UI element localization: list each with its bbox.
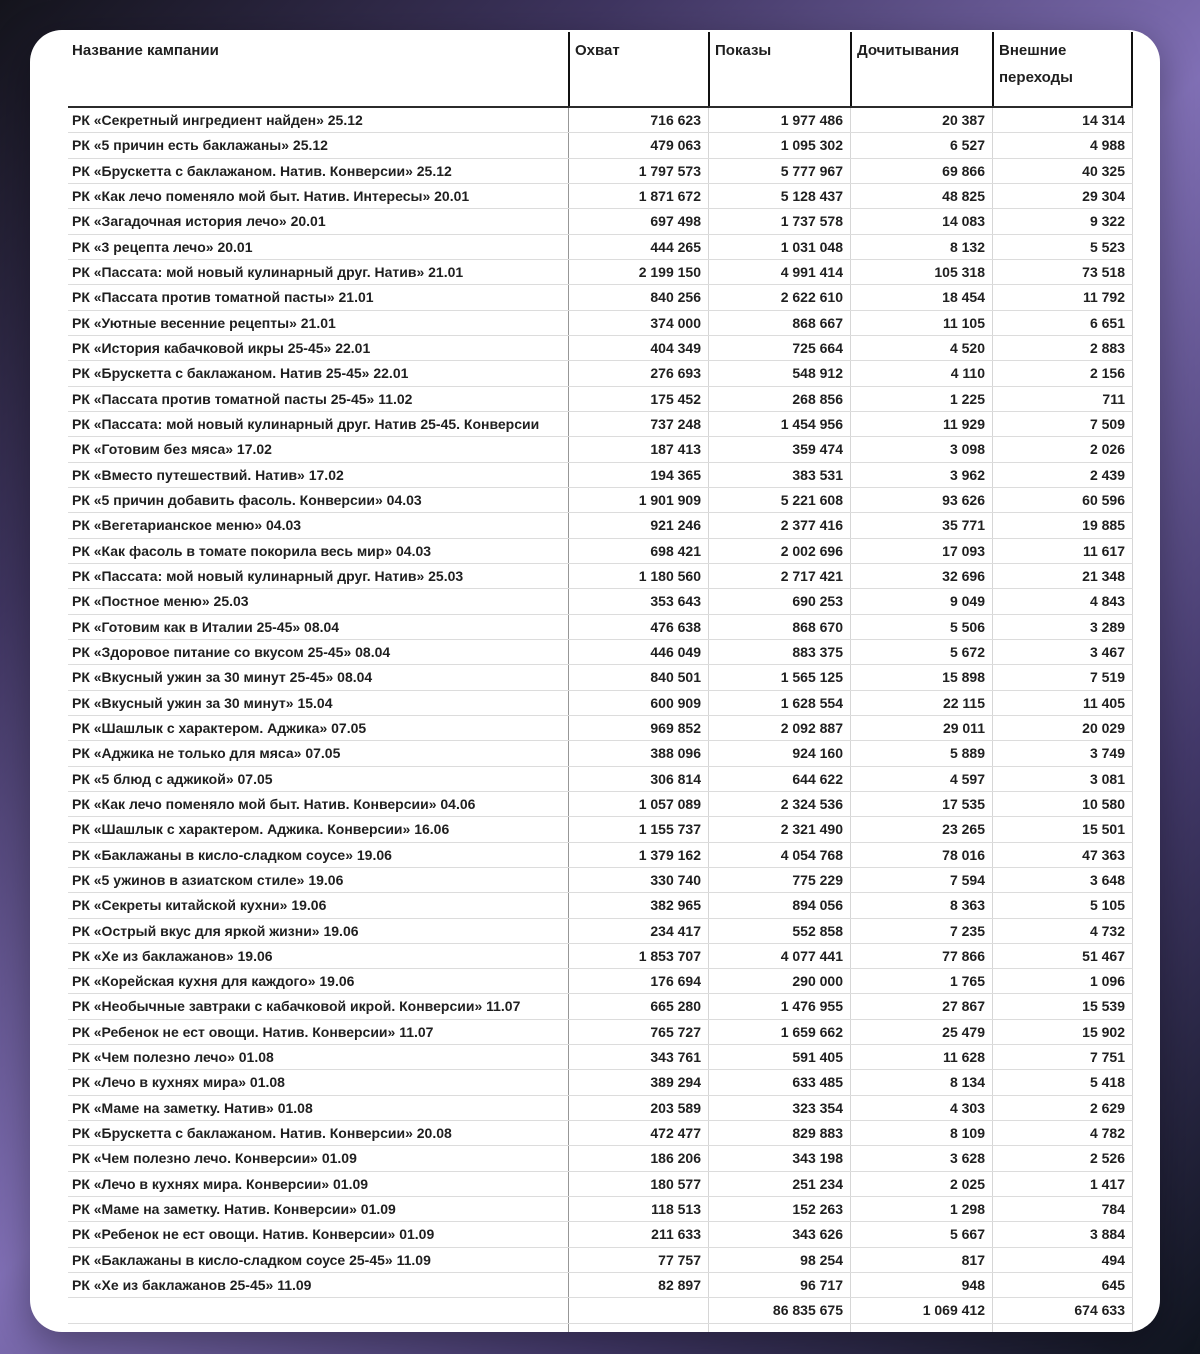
table-row [68, 716, 1133, 741]
cell-reach[interactable]: 600 909 [568, 691, 708, 715]
cell-campaign-name[interactable]: РК «Вместо путешествий. Натив» 17.02 [72, 466, 344, 483]
cell-reach[interactable]: 840 501 [568, 665, 708, 689]
table-row [68, 868, 1133, 893]
cell-campaign-name[interactable]: РК «Готовим без мяса» 17.02 [72, 441, 272, 458]
cell-reads[interactable]: 32 696 [850, 564, 992, 588]
cell-reach[interactable]: 697 498 [568, 209, 708, 233]
cell-impressions[interactable]: 829 883 [708, 1121, 850, 1145]
cell-impressions[interactable]: 894 056 [708, 893, 850, 917]
cell-campaign-name[interactable]: РК «Лечо в кухнях мира» 01.08 [72, 1074, 285, 1091]
cell-campaign-name[interactable]: РК «5 причин добавить фасоль. Конверсии» 04.03 [72, 491, 422, 508]
table-row [68, 539, 1133, 564]
table-row [68, 1197, 1133, 1222]
cell-campaign-name[interactable]: РК «Секретный ингредиент найден» 25.12 [72, 112, 363, 128]
table-row [68, 792, 1133, 817]
table-row [68, 108, 1133, 133]
table-row [68, 336, 1133, 361]
table-row [68, 463, 1133, 488]
spreadsheet-card [30, 30, 1160, 1332]
cell-impressions[interactable]: 2 092 887 [708, 716, 850, 740]
cell-external-clicks[interactable]: 4 782 [992, 1121, 1133, 1145]
cell-reach[interactable]: 2 199 150 [568, 260, 708, 284]
cell-campaign-name[interactable]: РК «Пассата: мой новый кулинарный друг. Натив» 25.03 [72, 567, 464, 584]
cell-campaign-name[interactable]: РК «Корейская кухня для каждого» 19.06 [72, 973, 355, 990]
cell-external-clicks[interactable]: 11 792 [992, 285, 1133, 309]
cell-impressions[interactable]: 775 229 [708, 868, 850, 892]
table-row [68, 843, 1133, 868]
cell-reads[interactable]: 20 387 [850, 108, 992, 132]
cell-reach[interactable]: 389 294 [568, 1070, 708, 1094]
cell-impressions[interactable]: 1 476 955 [708, 994, 850, 1018]
cell-reads[interactable]: 8 363 [850, 893, 992, 917]
cell-reach[interactable]: 840 256 [568, 285, 708, 309]
table-row [68, 361, 1133, 386]
cell-reach[interactable]: 211 633 [568, 1222, 708, 1246]
table-row [68, 1222, 1133, 1247]
cell-reads[interactable]: 35 771 [850, 513, 992, 537]
cell-campaign-name[interactable]: РК «Маме на заметку. Натив. Конверсии» 01.09 [72, 1201, 396, 1218]
cell-reads[interactable]: 5 672 [850, 640, 992, 664]
cell-impressions[interactable]: 591 405 [708, 1045, 850, 1069]
table-row [68, 285, 1133, 310]
column-header-impressions[interactable]: Показы [708, 32, 850, 106]
cell-campaign-name[interactable]: РК «Пассата: мой новый кулинарный друг. Натив 25-45. Конверсии [72, 415, 540, 432]
cell-external-clicks[interactable]: 15 501 [992, 817, 1133, 841]
cell-campaign-name[interactable]: РК «Здоровое питание со вкусом 25-45» 08.04 [72, 643, 391, 660]
cell-reach[interactable]: 187 413 [568, 437, 708, 461]
cell-reach[interactable]: 716 623 [568, 108, 708, 132]
cell-reach[interactable]: 404 349 [568, 336, 708, 360]
cell-reads[interactable]: 7 235 [850, 919, 992, 943]
campaign-stats-table [68, 32, 1133, 1332]
cell-impressions[interactable]: 4 077 441 [708, 944, 850, 968]
cell-reach[interactable]: 82 897 [568, 1273, 708, 1297]
cell-reach[interactable]: 1 871 672 [568, 184, 708, 208]
table-row [68, 589, 1133, 614]
cell-reads[interactable]: 3 962 [850, 463, 992, 487]
cell-impressions[interactable]: 644 622 [708, 767, 850, 791]
cell-reach[interactable]: 343 761 [568, 1045, 708, 1069]
cell-reach[interactable]: 1 057 089 [568, 792, 708, 816]
cell-total-reads[interactable]: 1 069 412 [850, 1298, 992, 1322]
cell-external-clicks[interactable]: 47 363 [992, 843, 1133, 867]
cell-reach[interactable]: 737 248 [568, 412, 708, 436]
cell-impressions[interactable]: 2 377 416 [708, 513, 850, 537]
cell-impressions[interactable]: 1 565 125 [708, 665, 850, 689]
column-header-external-clicks[interactable]: Внешние переходы [992, 32, 1133, 106]
table-row [68, 387, 1133, 412]
table-row [68, 665, 1133, 690]
cell-campaign-name[interactable]: РК «Ребенок не ест овощи. Натив. Конверсии» 11.07 [72, 1023, 434, 1040]
cell-campaign-name[interactable]: РК «5 блюд с аджикой» 07.05 [72, 770, 273, 787]
table-row [68, 159, 1133, 184]
cell-reach[interactable]: 194 365 [568, 463, 708, 487]
cell-external-clicks[interactable]: 29 304 [992, 184, 1133, 208]
cell-reach[interactable]: 1 155 737 [568, 817, 708, 841]
cell-external-clicks[interactable]: 2 883 [992, 336, 1133, 360]
cell-external-clicks[interactable]: 5 523 [992, 235, 1133, 259]
cell-reach[interactable]: 1 797 573 [568, 159, 708, 183]
cell-reads[interactable]: 1 225 [850, 387, 992, 411]
table-body [68, 108, 1133, 1298]
cell-reads[interactable]: 817 [850, 1248, 992, 1272]
cell-reads[interactable]: 11 105 [850, 311, 992, 335]
cell-campaign-name[interactable]: РК «Пассата: мой новый кулинарный друг. Натив» 21.01 [72, 263, 464, 280]
cell-external-clicks[interactable]: 2 526 [992, 1146, 1133, 1170]
table-row [68, 640, 1133, 665]
cell-campaign-name[interactable]: РК «Загадочная история лечо» 20.01 [72, 213, 326, 230]
cell-campaign-name[interactable]: РК «Чем полезно лечо. Конверсии» 01.09 [72, 1150, 357, 1167]
cell-total-impressions[interactable]: 86 835 675 [708, 1298, 850, 1322]
table-header-row [68, 32, 1133, 108]
table-row [68, 1020, 1133, 1045]
cell-reads[interactable]: 15 898 [850, 665, 992, 689]
cell-campaign-name[interactable]: РК «Аджика не только для мяса» 07.05 [72, 745, 341, 762]
cell-reads[interactable]: 4 110 [850, 361, 992, 385]
cell-impressions[interactable]: 1 454 956 [708, 412, 850, 436]
cell-reach[interactable]: 234 417 [568, 919, 708, 943]
cell-impressions[interactable]: 883 375 [708, 640, 850, 664]
cell-campaign-name[interactable]: РК «Брускетта с баклажаном. Натив. Конверсии» 25.12 [72, 162, 452, 179]
cell-campaign-name[interactable]: РК «Брускетта с баклажаном. Натив. Конверсии» 20.08 [72, 1125, 452, 1142]
cell-reads[interactable]: 4 597 [850, 767, 992, 791]
cell-external-clicks[interactable]: 711 [992, 387, 1133, 411]
table-row [68, 1146, 1133, 1171]
table-row [68, 209, 1133, 234]
column-header-reads[interactable]: Дочитывания [850, 32, 992, 106]
table-row [68, 311, 1133, 336]
cell-reads[interactable]: 29 011 [850, 716, 992, 740]
cell-campaign-name[interactable]: РК «5 причин есть баклажаны» 25.12 [72, 137, 328, 154]
table-row [68, 994, 1133, 1019]
cell-reach[interactable]: 472 477 [568, 1121, 708, 1145]
cell-reach[interactable]: 479 063 [568, 133, 708, 157]
cell-impressions[interactable]: 98 254 [708, 1248, 850, 1272]
column-header-reach[interactable]: Охват [568, 32, 708, 106]
cell-reads[interactable]: 7 594 [850, 868, 992, 892]
cell-reads[interactable]: 5 667 [850, 1222, 992, 1246]
cell-reads[interactable]: 78 016 [850, 843, 992, 867]
cell-external-clicks[interactable]: 20 029 [992, 716, 1133, 740]
cell-impressions[interactable]: 290 000 [708, 969, 850, 993]
cell-external-clicks[interactable]: 4 732 [992, 919, 1133, 943]
cell-impressions[interactable]: 552 858 [708, 919, 850, 943]
cell-external-clicks[interactable]: 784 [992, 1197, 1133, 1221]
cell-reach[interactable]: 444 265 [568, 235, 708, 259]
cell-reach[interactable]: 382 965 [568, 893, 708, 917]
cell-external-clicks[interactable]: 7 519 [992, 665, 1133, 689]
cell-impressions[interactable]: 359 474 [708, 437, 850, 461]
cell-campaign-name[interactable]: РК «Брускетта с баклажаном. Натив 25-45» 22.01 [72, 365, 409, 382]
cell-external-clicks[interactable]: 11 405 [992, 691, 1133, 715]
table-row [68, 691, 1133, 716]
cell-external-clicks[interactable]: 14 314 [992, 108, 1133, 132]
cell-campaign-name[interactable]: РК «3 рецепта лечо» 20.01 [72, 238, 253, 255]
cell-campaign-name[interactable]: РК «Как фасоль в томате покорила весь мир» 04.03 [72, 542, 432, 559]
cell-campaign-name[interactable]: РК «Необычные завтраки с кабачковой икрой. Конверсии» 11.07 [72, 998, 521, 1015]
cell-impressions[interactable]: 2 002 696 [708, 539, 850, 563]
cell-impressions[interactable]: 343 198 [708, 1146, 850, 1170]
cell-impressions[interactable]: 868 670 [708, 615, 850, 639]
cell-campaign-name[interactable]: РК «Вкусный ужин за 30 минут 25-45» 08.04 [72, 669, 373, 686]
cell-reach[interactable]: 665 280 [568, 994, 708, 1018]
cell-external-clicks[interactable]: 3 749 [992, 741, 1133, 765]
cell-external-clicks[interactable]: 51 467 [992, 944, 1133, 968]
cell-reach[interactable]: 118 513 [568, 1197, 708, 1221]
cell-reads[interactable]: 105 318 [850, 260, 992, 284]
totals-row [68, 1298, 1133, 1323]
cell-reach[interactable]: 186 206 [568, 1146, 708, 1170]
cell-impressions[interactable]: 2 324 536 [708, 792, 850, 816]
cell-reach[interactable]: 921 246 [568, 513, 708, 537]
cell-campaign-name[interactable]: РК «Готовим как в Италии 25-45» 08.04 [72, 618, 340, 635]
table-row [68, 767, 1133, 792]
cell-external-clicks[interactable]: 11 617 [992, 539, 1133, 563]
cell-reads[interactable]: 5 889 [850, 741, 992, 765]
table-row [68, 564, 1133, 589]
cell-campaign-name[interactable]: РК «Уютные весенние рецепты» 21.01 [72, 314, 336, 331]
cell-external-clicks[interactable]: 3 289 [992, 615, 1133, 639]
cell-external-clicks[interactable]: 6 651 [992, 311, 1133, 335]
cell-reach[interactable]: 180 577 [568, 1172, 708, 1196]
cell-total-reach[interactable] [568, 1298, 708, 1322]
cell-external-clicks[interactable]: 5 418 [992, 1070, 1133, 1094]
cell-external-clicks[interactable]: 3 467 [992, 640, 1133, 664]
cell-reach[interactable]: 203 589 [568, 1096, 708, 1120]
cell-impressions[interactable]: 383 531 [708, 463, 850, 487]
cell-external-clicks[interactable]: 9 322 [992, 209, 1133, 233]
cell-reach[interactable]: 1 901 909 [568, 488, 708, 512]
table-row [68, 133, 1133, 158]
cell-reach[interactable]: 1 853 707 [568, 944, 708, 968]
cell-reach[interactable]: 1 180 560 [568, 564, 708, 588]
cell-impressions[interactable]: 268 856 [708, 387, 850, 411]
cell-impressions[interactable]: 868 667 [708, 311, 850, 335]
table-row [68, 437, 1133, 462]
cell-external-clicks[interactable]: 15 902 [992, 1020, 1133, 1044]
cell-reads[interactable]: 25 479 [850, 1020, 992, 1044]
table-row [68, 817, 1133, 842]
cell-campaign-name[interactable]: РК «Хе из баклажанов 25-45» 11.09 [72, 1277, 312, 1294]
cell-reads[interactable]: 6 527 [850, 133, 992, 157]
cell-external-clicks[interactable]: 3 648 [992, 868, 1133, 892]
cell-reach[interactable]: 1 379 162 [568, 843, 708, 867]
cell-reads[interactable]: 2 025 [850, 1172, 992, 1196]
cell-external-clicks[interactable]: 1 096 [992, 969, 1133, 993]
cell-external-clicks[interactable]: 7 751 [992, 1045, 1133, 1069]
cell-reads[interactable]: 8 109 [850, 1121, 992, 1145]
cell-impressions[interactable]: 924 160 [708, 741, 850, 765]
table-row [68, 1096, 1133, 1121]
cell-external-clicks[interactable]: 4 843 [992, 589, 1133, 613]
cell-external-clicks[interactable]: 645 [992, 1273, 1133, 1297]
cell-impressions[interactable]: 2 717 421 [708, 564, 850, 588]
cell-reads[interactable]: 3 098 [850, 437, 992, 461]
cell-impressions[interactable]: 1 095 302 [708, 133, 850, 157]
cell-campaign-name[interactable]: РК «Острый вкус для яркой жизни» 19.06 [72, 922, 359, 939]
cell-reach[interactable]: 276 693 [568, 361, 708, 385]
table-row [68, 893, 1133, 918]
table-row [68, 1273, 1133, 1298]
cell-reach[interactable]: 969 852 [568, 716, 708, 740]
cell-impressions[interactable]: 343 626 [708, 1222, 850, 1246]
cell-impressions[interactable]: 548 912 [708, 361, 850, 385]
cell-reads[interactable]: 9 049 [850, 589, 992, 613]
cell-reads[interactable]: 27 867 [850, 994, 992, 1018]
cell-reads[interactable]: 5 506 [850, 615, 992, 639]
cell-external-clicks[interactable]: 7 509 [992, 412, 1133, 436]
cell-impressions[interactable]: 1 737 578 [708, 209, 850, 233]
cell-impressions[interactable]: 4 991 414 [708, 260, 850, 284]
cell-reads[interactable]: 17 535 [850, 792, 992, 816]
cell-campaign-name[interactable]: РК «Баклажаны в кисло-сладком соусе» 19.06 [72, 846, 392, 863]
cell-reach[interactable]: 698 421 [568, 539, 708, 563]
cell-external-clicks[interactable]: 2 439 [992, 463, 1133, 487]
cell-reads[interactable]: 48 825 [850, 184, 992, 208]
cell-external-clicks[interactable]: 3 884 [992, 1222, 1133, 1246]
cell-external-clicks[interactable]: 494 [992, 1248, 1133, 1272]
cell-external-clicks[interactable]: 2 629 [992, 1096, 1133, 1120]
table-row [68, 1045, 1133, 1070]
cell-campaign-name[interactable]: РК «Баклажаны в кисло-сладком соусе 25-45» 11.09 [72, 1251, 431, 1268]
table-row [68, 969, 1133, 994]
cell-campaign-name[interactable]: РК «Маме на заметку. Натив» 01.08 [72, 1099, 313, 1116]
cell-total-external-clicks[interactable]: 674 633 [992, 1298, 1133, 1322]
cell-impressions[interactable]: 633 485 [708, 1070, 850, 1094]
cell-external-clicks[interactable]: 2 156 [992, 361, 1133, 385]
cell-campaign-name[interactable]: РК «Пассата против томатной пасты» 21.01 [72, 289, 374, 306]
cell-campaign-name[interactable]: РК «Вкусный ужин за 30 минут» 15.04 [72, 694, 333, 711]
cell-reads[interactable]: 4 303 [850, 1096, 992, 1120]
cell-impressions[interactable]: 2 321 490 [708, 817, 850, 841]
cell-impressions[interactable]: 5 777 967 [708, 159, 850, 183]
cell-reads[interactable]: 8 132 [850, 235, 992, 259]
cell-reads[interactable]: 69 866 [850, 159, 992, 183]
cell-campaign-name[interactable]: РК «Ребенок не ест овощи. Натив. Конверсии» 01.09 [72, 1226, 435, 1243]
cell-impressions[interactable]: 5 128 437 [708, 184, 850, 208]
table-row [68, 260, 1133, 285]
cell-reach[interactable]: 388 096 [568, 741, 708, 765]
table-row [68, 919, 1133, 944]
cell-external-clicks[interactable]: 10 580 [992, 792, 1133, 816]
cell-external-clicks[interactable]: 21 348 [992, 564, 1133, 588]
cell-campaign-name[interactable]: РК «Чем полезно лечо» 01.08 [72, 1049, 274, 1066]
table-row [68, 1070, 1133, 1095]
cell-reads[interactable]: 11 628 [850, 1045, 992, 1069]
cell-impressions[interactable]: 251 234 [708, 1172, 850, 1196]
cell-total-name[interactable] [68, 1298, 568, 1322]
cell-impressions[interactable]: 4 054 768 [708, 843, 850, 867]
cell-reads[interactable]: 22 115 [850, 691, 992, 715]
cell-campaign-name[interactable]: РК «Как лечо поменяло мой быт. Натив. Конверсии» 04.06 [72, 795, 476, 812]
cell-reads[interactable]: 17 093 [850, 539, 992, 563]
cell-external-clicks[interactable]: 5 105 [992, 893, 1133, 917]
cell-reads[interactable]: 1 298 [850, 1197, 992, 1221]
cell-impressions[interactable]: 690 253 [708, 589, 850, 613]
cell-reads[interactable]: 14 083 [850, 209, 992, 233]
cell-reach[interactable]: 446 049 [568, 640, 708, 664]
cell-campaign-name[interactable]: РК «Шашлык с характером. Аджика. Конверсии» 16.06 [72, 821, 450, 838]
table-row [68, 488, 1133, 513]
cell-campaign-name[interactable]: РК «Шашлык с характером. Аджика» 07.05 [72, 719, 367, 736]
cell-impressions[interactable]: 1 977 486 [708, 108, 850, 132]
cell-campaign-name[interactable]: РК «Лечо в кухнях мира. Конверсии» 01.09 [72, 1175, 369, 1192]
cell-impressions[interactable]: 725 664 [708, 336, 850, 360]
cell-external-clicks[interactable]: 4 988 [992, 133, 1133, 157]
cell-external-clicks[interactable]: 3 081 [992, 767, 1133, 791]
cell-external-clicks[interactable]: 60 596 [992, 488, 1133, 512]
cell-campaign-name[interactable]: РК «Как лечо поменяло мой быт. Натив. Интересы» 20.01 [72, 187, 470, 204]
cell-impressions[interactable]: 152 263 [708, 1197, 850, 1221]
cell-impressions[interactable]: 1 031 048 [708, 235, 850, 259]
partial-empty-row [68, 1324, 1133, 1332]
cell-external-clicks[interactable]: 19 885 [992, 513, 1133, 537]
cell-reach[interactable]: 306 814 [568, 767, 708, 791]
cell-reads[interactable]: 18 454 [850, 285, 992, 309]
table-row [68, 412, 1133, 437]
cell-campaign-name[interactable]: РК «Вегетарианское меню» 04.03 [72, 517, 302, 534]
column-header-campaign-name[interactable]: Название кампании [72, 42, 219, 59]
cell-reach[interactable]: 476 638 [568, 615, 708, 639]
cell-reads[interactable]: 77 866 [850, 944, 992, 968]
cell-impressions[interactable]: 5 221 608 [708, 488, 850, 512]
cell-campaign-name[interactable]: РК «5 ужинов в азиатском стиле» 19.06 [72, 871, 344, 888]
cell-impressions[interactable]: 323 354 [708, 1096, 850, 1120]
cell-reach[interactable]: 353 643 [568, 589, 708, 613]
table-row [68, 1121, 1133, 1146]
cell-reads[interactable]: 3 628 [850, 1146, 992, 1170]
cell-reads[interactable]: 93 626 [850, 488, 992, 512]
cell-reads[interactable]: 11 929 [850, 412, 992, 436]
cell-external-clicks[interactable]: 40 325 [992, 159, 1133, 183]
cell-impressions[interactable]: 1 659 662 [708, 1020, 850, 1044]
cell-reach[interactable]: 374 000 [568, 311, 708, 335]
table-row [68, 235, 1133, 260]
cell-external-clicks[interactable]: 2 026 [992, 437, 1133, 461]
table-row [68, 513, 1133, 538]
cell-impressions[interactable]: 96 717 [708, 1273, 850, 1297]
cell-campaign-name[interactable]: РК «Пассата против томатной пасты 25-45» 11.02 [72, 390, 413, 407]
cell-campaign-name[interactable]: РК «История кабачковой икры 25-45» 22.01 [72, 339, 371, 356]
cell-reach[interactable]: 175 452 [568, 387, 708, 411]
table-row [68, 184, 1133, 209]
cell-campaign-name[interactable]: РК «Хе из баклажанов» 19.06 [72, 947, 273, 964]
cell-reach[interactable]: 77 757 [568, 1248, 708, 1272]
cell-impressions[interactable]: 2 622 610 [708, 285, 850, 309]
cell-reach[interactable]: 765 727 [568, 1020, 708, 1044]
cell-impressions[interactable]: 1 628 554 [708, 691, 850, 715]
cell-reach[interactable]: 176 694 [568, 969, 708, 993]
cell-reach[interactable]: 330 740 [568, 868, 708, 892]
table-row [68, 615, 1133, 640]
cell-external-clicks[interactable]: 73 518 [992, 260, 1133, 284]
cell-reads[interactable]: 23 265 [850, 817, 992, 841]
table-row [68, 1172, 1133, 1197]
table-row [68, 741, 1133, 766]
cell-reads[interactable]: 948 [850, 1273, 992, 1297]
cell-external-clicks[interactable]: 1 417 [992, 1172, 1133, 1196]
cell-reads[interactable]: 1 765 [850, 969, 992, 993]
cell-campaign-name[interactable]: РК «Постное меню» 25.03 [72, 593, 249, 610]
cell-campaign-name[interactable]: РК «Секреты китайской кухни» 19.06 [72, 897, 327, 914]
table-row [68, 944, 1133, 969]
table-row [68, 1248, 1133, 1273]
cell-reads[interactable]: 4 520 [850, 336, 992, 360]
cell-external-clicks[interactable]: 15 539 [992, 994, 1133, 1018]
cell-reads[interactable]: 8 134 [850, 1070, 992, 1094]
